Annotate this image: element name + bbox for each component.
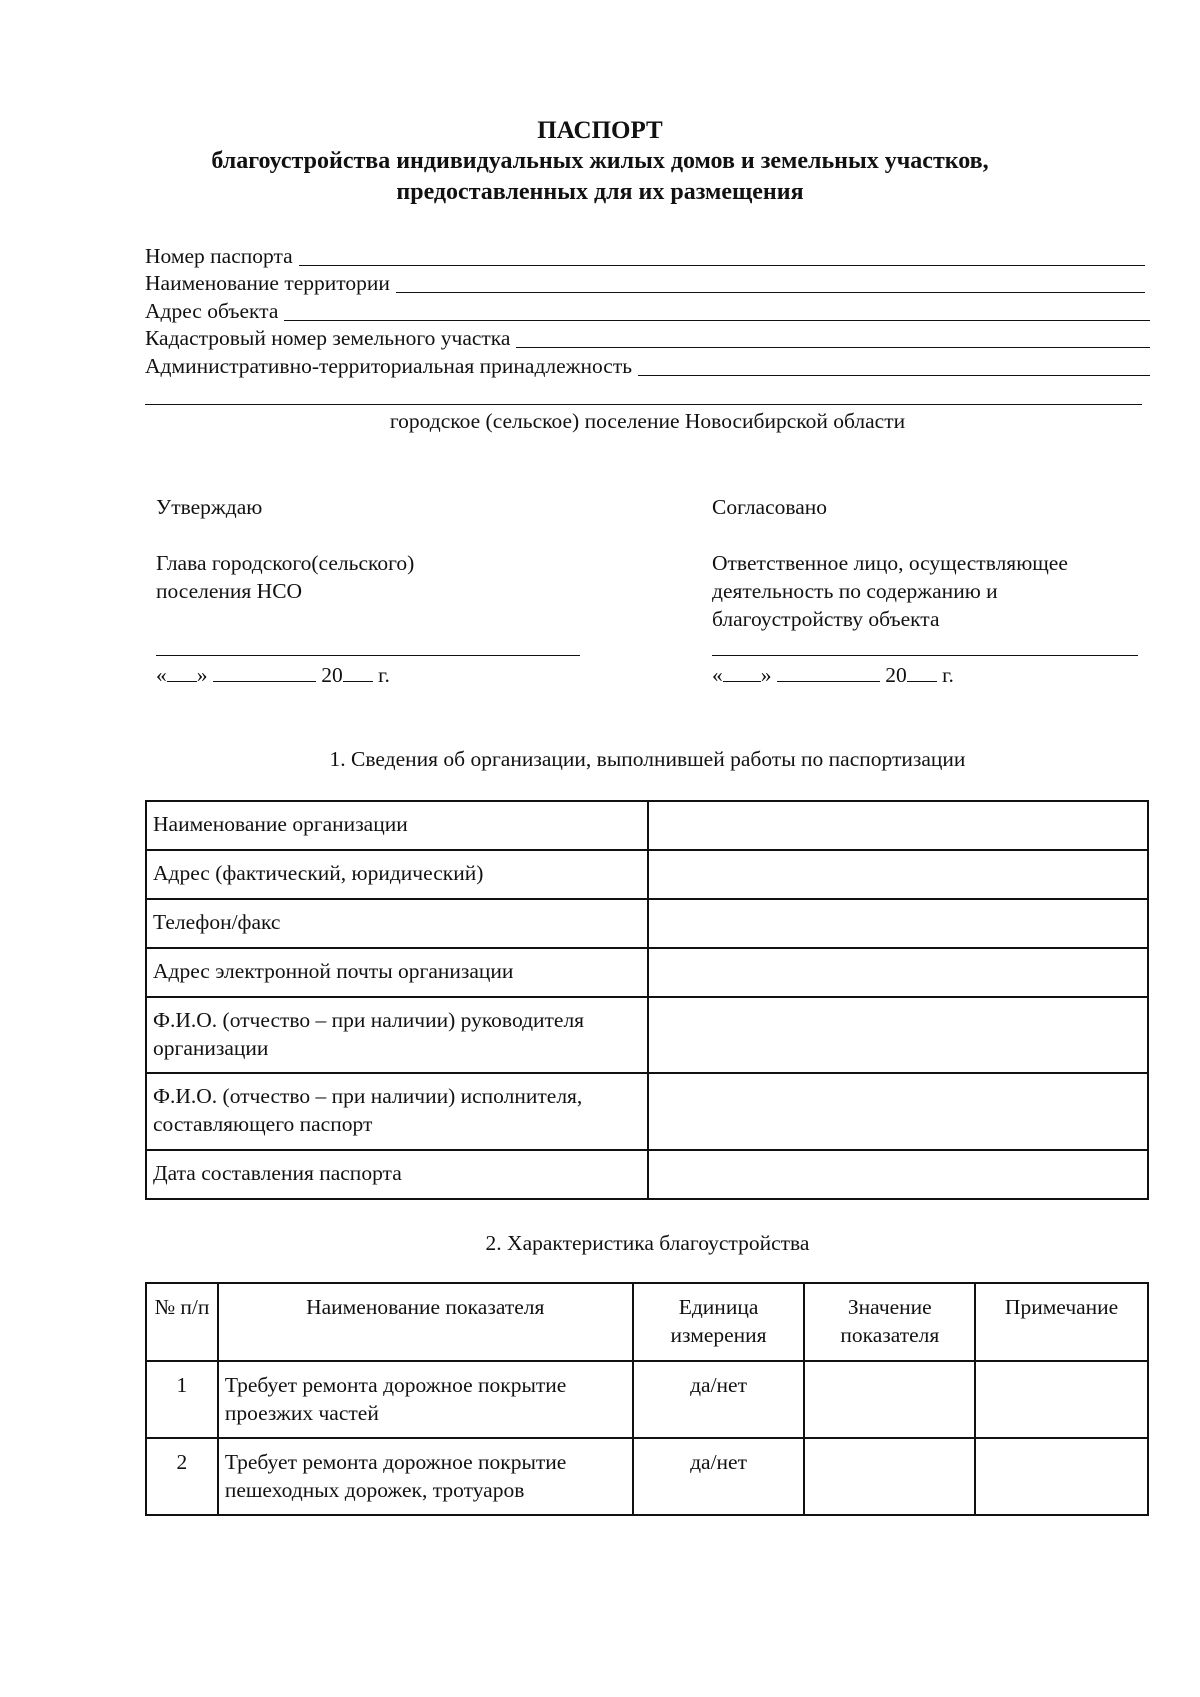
quote-close: » [760, 663, 772, 687]
year-prefix: 20 [885, 663, 907, 687]
quote-close: » [196, 663, 208, 687]
table-row [146, 1150, 1148, 1199]
field-admin-affiliation [145, 350, 1150, 378]
row-value[interactable] [804, 1361, 975, 1438]
agree-line-2: деятельность по содержанию и [712, 579, 998, 603]
row-value[interactable] [648, 1073, 1148, 1150]
table-row [146, 1361, 1148, 1438]
row-unit: да/нет [633, 1438, 805, 1515]
row-value[interactable] [648, 801, 1148, 850]
field-blank[interactable] [299, 245, 1145, 266]
approve-date-row [156, 662, 390, 688]
quote-open: « [156, 663, 167, 687]
agree-heading: Согласовано [712, 495, 828, 519]
passport-fields [145, 240, 1150, 378]
field-object-address [145, 295, 1150, 323]
approve-signature-line[interactable] [156, 655, 580, 656]
agree-line-3: благоустройству объекта [712, 607, 940, 631]
row-label: Дата составления паспорта [146, 1150, 648, 1199]
row-label: Адрес электронной почты организации [146, 948, 648, 997]
table-row [146, 997, 1148, 1073]
row-label: Наименование организации [146, 801, 648, 850]
year-prefix: 20 [321, 663, 343, 687]
header-name: Наименование показателя [218, 1283, 633, 1361]
day-blank[interactable] [167, 663, 197, 682]
field-blank[interactable] [638, 355, 1150, 376]
row-name: Требует ремонта дорожное покрытие проезжих частей [218, 1361, 633, 1438]
month-blank[interactable] [213, 663, 316, 682]
header-number: № п/п [146, 1283, 218, 1361]
field-passport-number [145, 240, 1150, 268]
approve-heading: Утверждаю [156, 495, 263, 519]
agree-block [712, 493, 1152, 633]
title-line-2: предоставленных для их размещения [396, 179, 804, 205]
year-blank[interactable] [343, 663, 373, 682]
section-2-title: 2. Характеристика благоустройства [485, 1231, 810, 1255]
table-row [146, 850, 1148, 899]
field-blank[interactable] [396, 272, 1145, 293]
year-suffix: г. [378, 663, 390, 687]
organization-table [145, 800, 1149, 1200]
header-value: Значение показателя [804, 1283, 975, 1361]
day-blank[interactable] [723, 663, 761, 682]
row-value[interactable] [804, 1438, 975, 1515]
table-row [146, 801, 1148, 850]
section-1-title: 1. Сведения об организации, выполнившей работы по паспортизации [329, 747, 966, 771]
header-note: Примечание [975, 1283, 1148, 1361]
row-value[interactable] [648, 1150, 1148, 1199]
row-unit: да/нет [633, 1361, 805, 1438]
row-label: Телефон/факс [146, 899, 648, 948]
table-row [146, 1073, 1148, 1150]
row-value[interactable] [648, 850, 1148, 899]
row-number: 1 [146, 1361, 218, 1438]
row-label: Ф.И.О. (отчество – при наличии) руководителя организации [146, 997, 648, 1073]
approve-line-1: Глава городского(сельского) [156, 551, 415, 575]
row-label: Адрес (фактический, юридический) [146, 850, 648, 899]
row-label: Ф.И.О. (отчество – при наличии) исполнителя, составляющего паспорт [146, 1073, 648, 1150]
field-territory-name [145, 268, 1150, 296]
table-row [146, 899, 1148, 948]
quote-open: « [712, 663, 723, 687]
row-name: Требует ремонта дорожное покрытие пешеходных дорожек, тротуаров [218, 1438, 633, 1515]
field-blank[interactable] [516, 327, 1150, 348]
field-label: Административно-территориальная принадлежность [145, 353, 633, 378]
field-cadastral-number [145, 323, 1150, 351]
year-suffix: г. [942, 663, 954, 687]
table-row [146, 948, 1148, 997]
row-number: 2 [146, 1438, 218, 1515]
approve-line-2: поселения НСО [156, 579, 303, 603]
characteristics-table [145, 1282, 1149, 1516]
year-blank[interactable] [907, 663, 937, 682]
agree-date-row [712, 662, 954, 688]
row-value[interactable] [648, 899, 1148, 948]
field-label: Наименование территории [145, 271, 390, 295]
field-blank[interactable] [284, 300, 1150, 321]
title-line-1: благоустройства индивидуальных жилых домов и земельных участков, [211, 148, 989, 174]
agree-signature-line[interactable] [712, 655, 1138, 656]
table-row [146, 1438, 1148, 1515]
settlement-blank-line[interactable] [145, 404, 1142, 405]
row-value[interactable] [648, 997, 1148, 1073]
month-blank[interactable] [777, 663, 880, 682]
field-label: Адрес объекта [145, 298, 279, 323]
agree-line-1: Ответственное лицо, осуществляющее [712, 551, 1068, 575]
header-unit: Единица измерения [633, 1283, 805, 1361]
approve-block [156, 493, 576, 605]
table-header-row [146, 1283, 1148, 1361]
field-label: Кадастровый номер земельного участка [145, 326, 511, 350]
row-note[interactable] [975, 1361, 1148, 1438]
document-title [0, 116, 1200, 208]
settlement-caption: городское (сельское) поселение Новосибирской области [389, 409, 906, 433]
row-note[interactable] [975, 1438, 1148, 1515]
title-main: ПАСПОРТ [537, 117, 663, 144]
field-label: Номер паспорта [145, 243, 293, 268]
row-value[interactable] [648, 948, 1148, 997]
